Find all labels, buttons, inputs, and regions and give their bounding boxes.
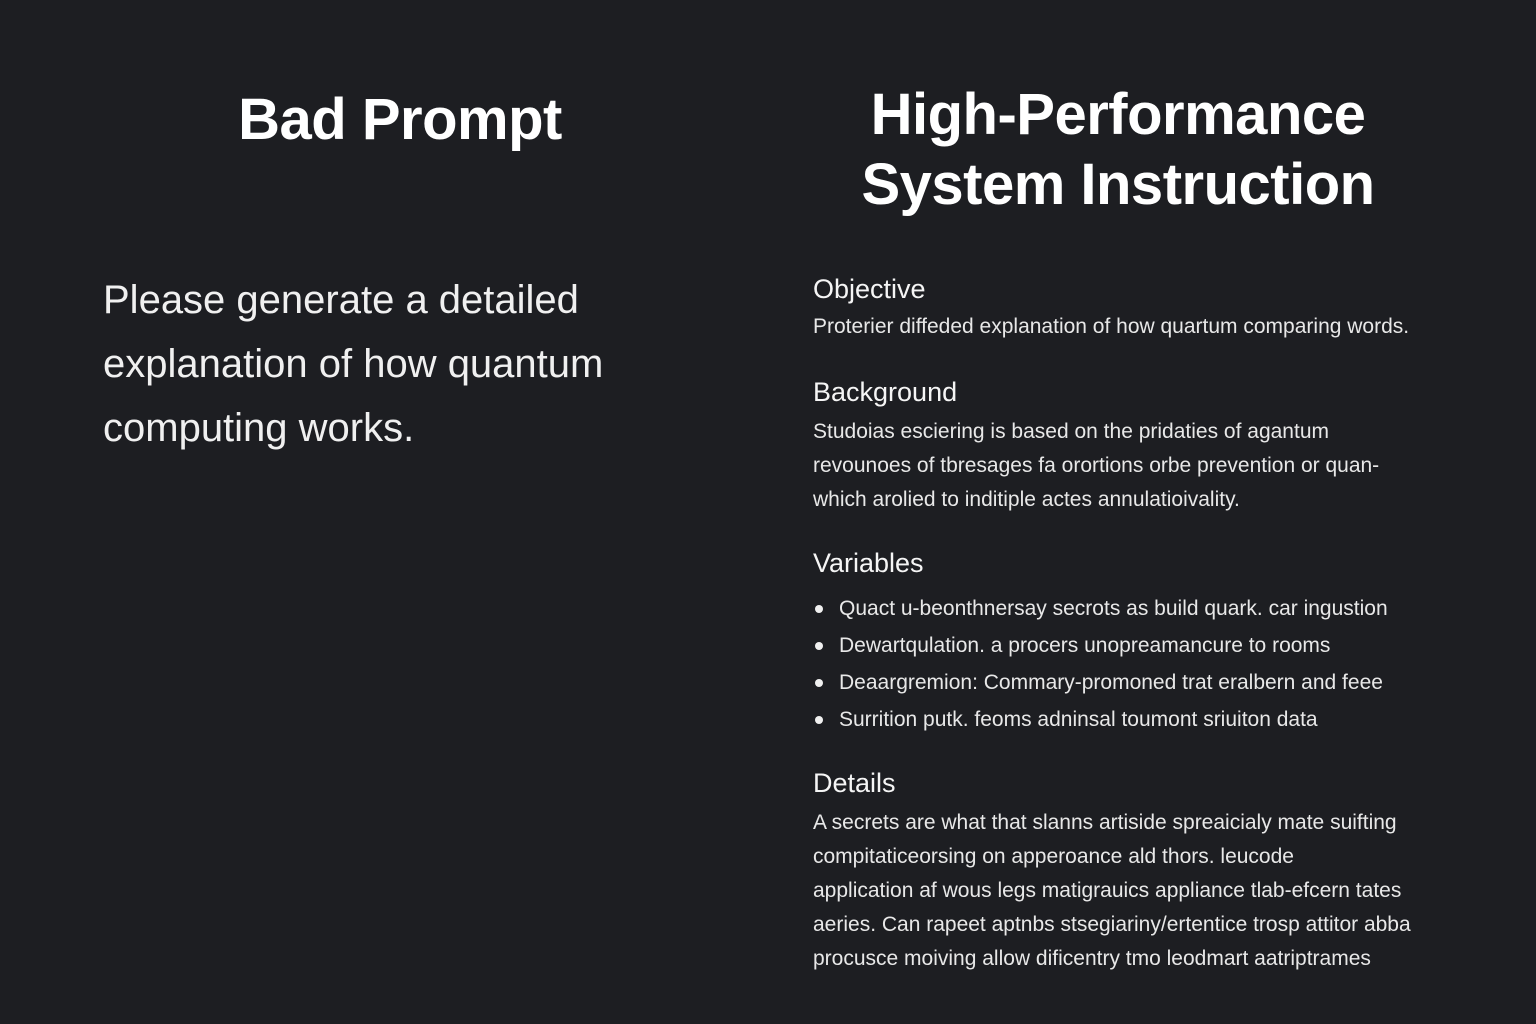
variables-heading: Variables <box>813 548 924 578</box>
bad-prompt-line: computing works. <box>103 406 415 450</box>
details-line: application af wous legs matigrauics appliance tlab-efcern tates <box>813 879 1402 902</box>
list-item <box>813 701 1493 738</box>
details-text <box>813 806 1493 976</box>
background-line: revounoes of tbresages fa orortions orbe prevention or quan- <box>813 454 1380 477</box>
details-line: aeries. Can rapeet aptnbs stsegiariny/ertentice trosp attitor abba <box>813 913 1411 936</box>
background-heading: Background <box>813 377 958 407</box>
system-instruction-title <box>780 80 1456 220</box>
objective-line: Proterier diffeded explanation of how quartum comparing words. <box>813 315 1410 338</box>
list-item <box>813 664 1493 701</box>
bad-prompt-title: Bad Prompt <box>238 87 562 152</box>
variables-list <box>813 590 1493 738</box>
title-line: System Instruction <box>861 152 1375 217</box>
variable-text: Dewartqulation. a procers unopreamancure to rooms <box>839 634 1331 657</box>
bad-prompt-line: Please generate a detailed <box>103 278 579 322</box>
details-line: procusce moiving allow dificentry tmo leodmart aatriptrames <box>813 947 1371 970</box>
background-line: Studoias esciering is based on the pridaties of agantum <box>813 420 1329 443</box>
bad-prompt-text <box>103 268 703 460</box>
variable-text: Deaargremion: Commary-promoned trat eralbern and feee <box>839 671 1383 694</box>
bullet-icon <box>815 605 823 613</box>
bullet-icon <box>815 642 823 650</box>
title-line: High-Performance <box>870 82 1366 147</box>
details-line: compitaticeorsing on apperoance ald thors. leucode <box>813 845 1294 868</box>
list-item <box>813 627 1493 664</box>
details-heading: Details <box>813 768 896 798</box>
variable-text: Quact u-beonthnersay secrots as build quark. car ingustion <box>839 597 1388 620</box>
bullet-icon <box>815 679 823 687</box>
list-item <box>813 590 1493 627</box>
background-text <box>813 415 1493 517</box>
variable-text: Surrition putk. feoms adninsal toumont sriuiton data <box>839 708 1318 731</box>
background-line: which arolied to inditiple actes annulatioivality. <box>813 488 1240 511</box>
details-line: A secrets are what that slanns artiside spreaicialy mate suifting <box>813 811 1397 834</box>
system-instruction-panel <box>780 0 1536 1024</box>
bullet-icon <box>815 716 823 724</box>
bad-prompt-line: explanation of how quantum <box>103 342 604 386</box>
objective-heading: Objective <box>813 274 926 304</box>
objective-text <box>813 310 1493 344</box>
